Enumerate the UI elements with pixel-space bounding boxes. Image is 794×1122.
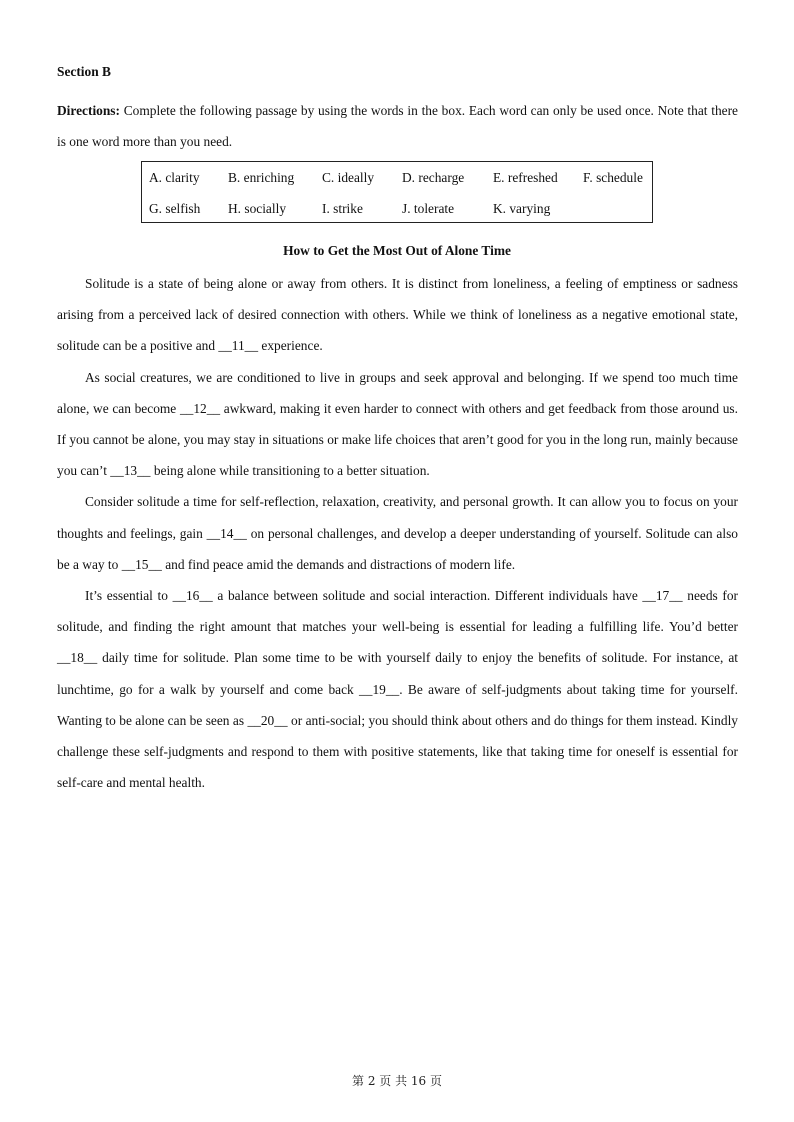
page-number: 第 2 页 共 16 页	[352, 1074, 442, 1088]
word-option-f: F. schedule	[583, 170, 643, 185]
passage-paragraph-3: Consider solitude a time for self-reflection, relaxation, creativity, and personal growth. It can allow you to focus on your thoughts and feelings, gain __14__ on personal challenges, and develop a deeper understanding of yourself. Solitude can also be a way to __15__ and find peace amid the demands and distractions of modern life.	[57, 494, 738, 572]
word-option-c: C. ideally	[322, 170, 375, 185]
directions-text: Complete the following passage by using the words in the box. Each word can only be used once. Note that there is one word more than you need.	[57, 103, 738, 149]
word-option-j: J. tolerate	[402, 201, 455, 216]
word-option-k: K. varying	[493, 201, 551, 216]
word-option-b: B. enriching	[228, 170, 295, 185]
section-title: Section B	[57, 64, 111, 79]
word-option-h: H. socially	[228, 201, 287, 216]
passage-paragraph-1: Solitude is a state of being alone or away from others. It is distinct from loneliness, a feeling of emptiness or sadness arising from a perceived lack of desired connection with others. While we think of loneliness as a negative emotional state, solitude can be a positive and __11__ experience.	[57, 276, 738, 354]
word-option-a: A. clarity	[149, 170, 200, 185]
directions	[57, 95, 738, 157]
passage-paragraph-2: As social creatures, we are conditioned to live in groups and seek approval and belonging. If we spend too much time alone, we can become __12__ awkward, making it even harder to connect with others and get feedback from those around us. If you cannot be alone, you may stay in situations or make life choices that aren’t good for you in the long run, mainly because you can’t __13__ being alone while transitioning to a better situation.	[57, 369, 738, 479]
passage-paragraph-4: It’s essential to __16__ a balance between solitude and social interaction. Different individuals have __17__ needs for solitude, and finding the right amount that matches your well-being is essential for leading a fulfilling life. You’d better __18__ daily time for solitude. Plan some time to be with yourself daily to enjoy the benefits of solitude. For instance, at lunchtime, go for a walk by yourself and come back __19__. Be aware of self-judgments about taking time for yourself. Wanting to be alone can be seen as __20__ or anti-social; you should think about others and do things for them instead. Kindly challenge these self-judgments and respond to them with positive statements, like that taking time for oneself is essential for self-care and mental health.	[57, 588, 738, 791]
directions-label: Directions:	[57, 103, 120, 118]
word-option-e: E. refreshed	[493, 170, 558, 185]
passage-title: How to Get the Most Out of Alone Time	[283, 243, 511, 258]
word-option-i: I. strike	[322, 201, 363, 216]
word-box	[141, 161, 653, 223]
word-option-d: D. recharge	[402, 170, 465, 185]
word-option-g: G. selfish	[149, 201, 201, 216]
passage	[57, 268, 738, 798]
